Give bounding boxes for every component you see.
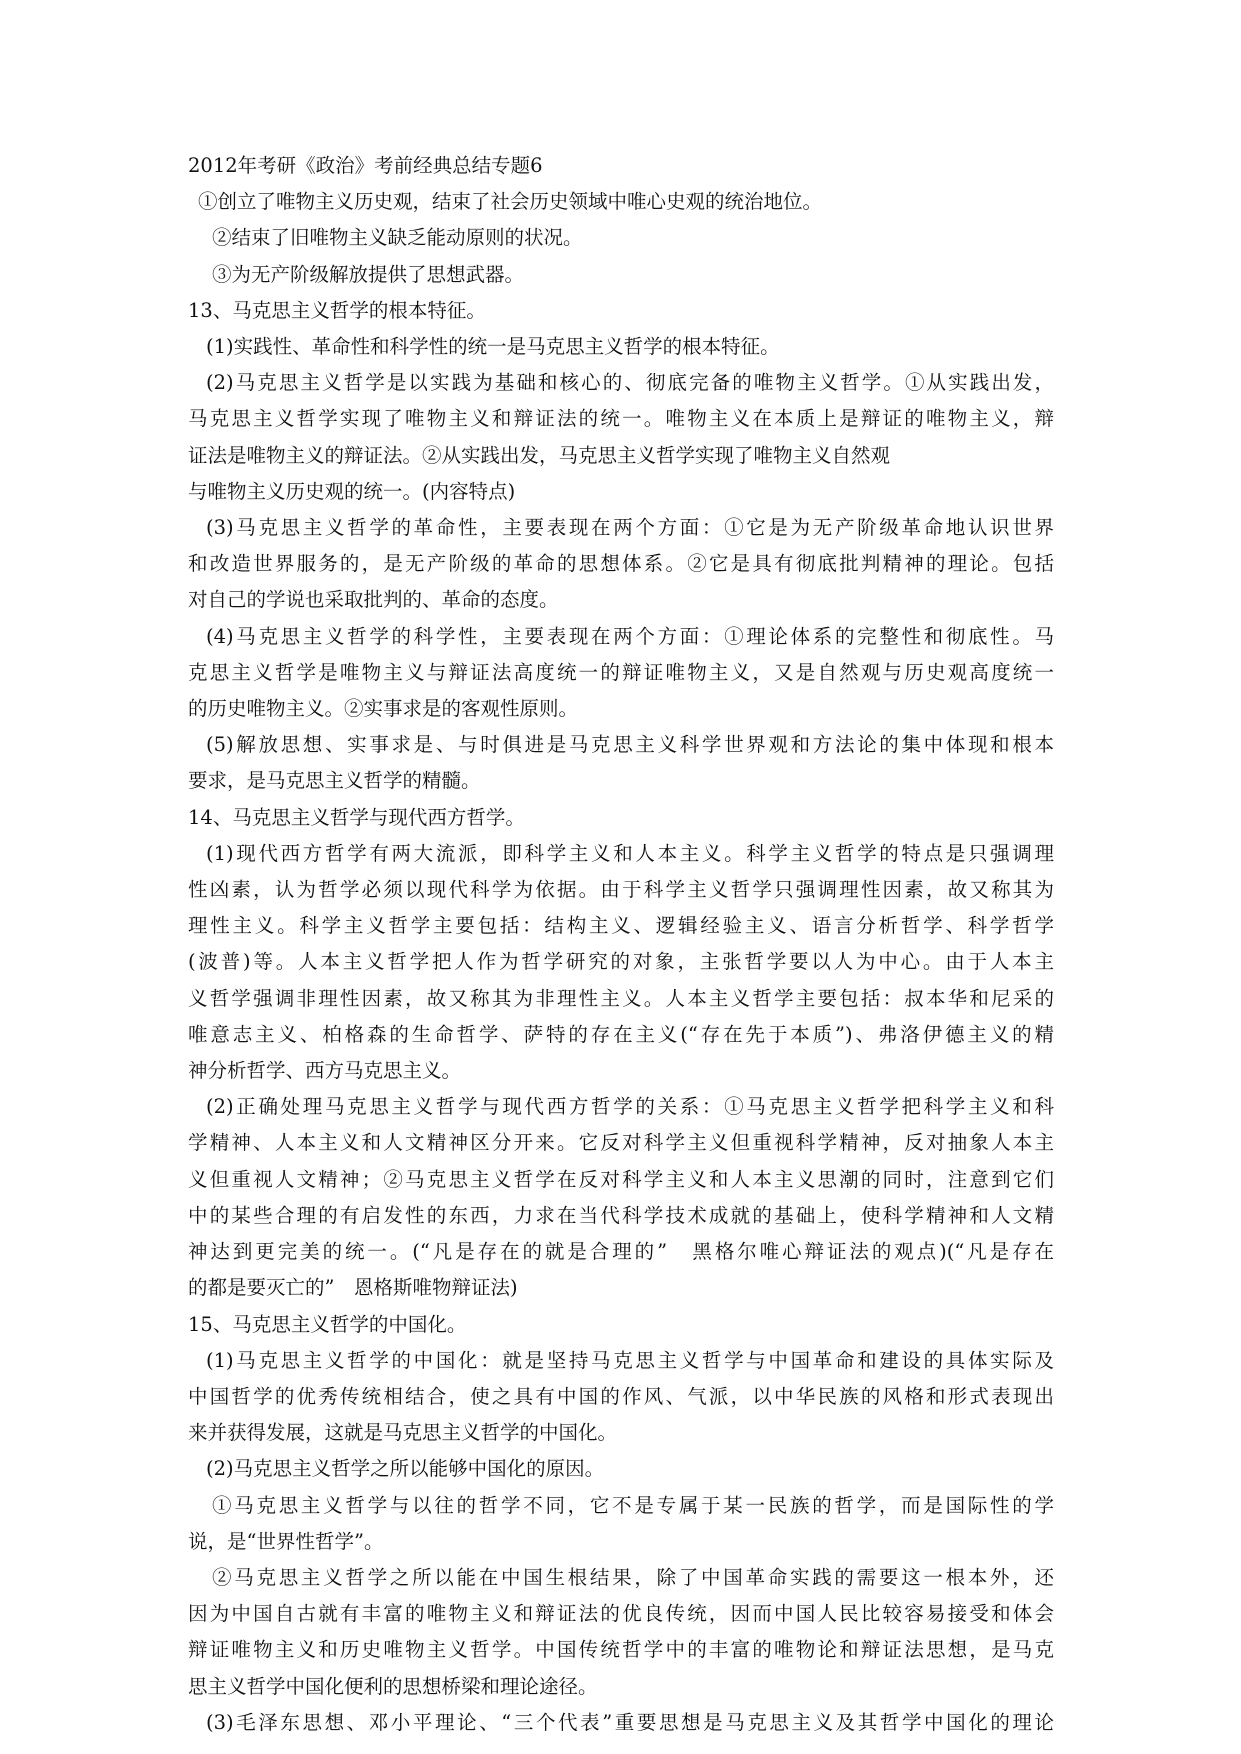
text-line: 的历史唯物主义。②实事求是的客观性原则。 bbox=[188, 697, 579, 721]
text-line: 与唯物主义历史观的统一。(内容特点) bbox=[188, 479, 516, 503]
text-line: 对自己的学说也采取批判的、革命的态度。 bbox=[188, 588, 559, 612]
text-line: (5)解放思想、实事求是、与时俱进是马克思主义科学世界观和方法论的集中体现和根本 bbox=[206, 733, 1054, 757]
text-line: 义哲学强调非理性因素，故又称其为非理性主义。人本主义哲学主要包括：叔本华和尼采的 bbox=[188, 986, 1054, 1010]
text-line: (1)实践性、革命性和科学性的统一是马克思主义哲学的根本特征。 bbox=[206, 335, 780, 359]
text-line: ③为无产阶级解放提供了思想武器。 bbox=[212, 262, 525, 286]
text-line: 性凶素，认为哲学必须以现代科学为依据。由于科学主义哲学只强调理性因素，故又称其为 bbox=[188, 878, 1054, 902]
text-line: 神分析哲学、西方马克思主义。 bbox=[188, 1059, 462, 1083]
text-line: 学精神、人本主义和人文精神区分开来。它反对科学主义但重视科学精神，反对抽象人本主 bbox=[188, 1131, 1054, 1155]
text-line: 中的某些合理的有启发性的东西，力求在当代科学技术成就的基础上，使科学精神和人文精 bbox=[188, 1203, 1054, 1227]
text-line: 唯意志主义、柏格森的生命哲学、萨特的存在主义(“存在先于本质”)、弗洛伊德主义的精 bbox=[188, 1022, 1054, 1046]
text-line: 辩证唯物主义和历史唯物主义哲学。中国传统哲学中的丰富的唯物论和辩证法思想，是马克 bbox=[188, 1638, 1054, 1662]
text-line: (2)马克思主义哲学之所以能够中国化的原因。 bbox=[206, 1457, 605, 1481]
text-line: 14、马克思主义哲学与现代西方哲学。 bbox=[188, 805, 525, 829]
text-line: (4)马克思主义哲学的科学性，主要表现在两个方面：①理论体系的完整性和彻底性。马 bbox=[206, 624, 1054, 648]
text-line: 和改造世界服务的，是无产阶级的革命的思想体系。②它是具有彻底批判精神的理论。包括 bbox=[188, 552, 1054, 576]
text-line: 义但重视人文精神；②马克思主义哲学在反对科学主义和人本主义思潮的同时，注意到它们 bbox=[188, 1167, 1054, 1191]
text-line: (1)现代西方哲学有两大流派，即科学主义和人本主义。科学主义哲学的特点是只强调理 bbox=[206, 841, 1054, 865]
text-line: 说，是“世界性哲学”。 bbox=[188, 1529, 384, 1553]
document-title: 2012年考研《政治》考前经典总结专题6 bbox=[188, 154, 543, 177]
text-line: (2)马克思主义哲学是以实践为基础和核心的、彻底完备的唯物主义哲学。①从实践出发， bbox=[206, 371, 1054, 395]
text-line: 理性主义。科学主义哲学主要包括：结构主义、逻辑经验主义、语言分析哲学、科学哲学 bbox=[188, 914, 1054, 938]
text-line: 证法是唯物主义的辩证法。②从实践出发，马克思主义哲学实现了唯物主义自然观 bbox=[188, 443, 891, 467]
text-line: ②马克思主义哲学之所以能在中国生根结果，除了中国革命实践的需要这一根本外，还 bbox=[212, 1565, 1054, 1589]
text-line: 中国哲学的优秀传统相结合，使之具有中国的作风、气派，以中华民族的风格和形式表现出 bbox=[188, 1384, 1054, 1408]
document-body bbox=[188, 184, 1054, 1741]
text-line: 15、马克思主义哲学的中国化。 bbox=[188, 1312, 467, 1336]
text-line: (1)马克思主义哲学的中国化：就是坚持马克思主义哲学与中国革命和建设的具体实际及 bbox=[206, 1348, 1054, 1372]
text-line: 13、马克思主义哲学的根本特征。 bbox=[188, 298, 486, 322]
text-line: 思主义哲学中国化便利的思想桥梁和理论途径。 bbox=[188, 1674, 598, 1698]
text-line: 马克思主义哲学实现了唯物主义和辩证法的统一。唯物主义在本质上是辩证的唯物主义，辩 bbox=[188, 407, 1054, 431]
text-line: 的都是要灭亡的” 恩格斯唯物辩证法) bbox=[188, 1276, 518, 1300]
text-line: 神达到更完美的统一。(“凡是存在的就是合理的” 黑格尔唯心辩证法的观点)(“凡是存在 bbox=[188, 1240, 1054, 1264]
text-line: 因为中国自古就有丰富的唯物主义和辩证法的优良传统，因而中国人民比较容易接受和体会 bbox=[188, 1602, 1054, 1626]
text-line: ①马克思主义哲学与以往的哲学不同，它不是专属于某一民族的哲学，而是国际性的学 bbox=[212, 1493, 1054, 1517]
text-line: (2)正确处理马克思主义哲学与现代西方哲学的关系：①马克思主义哲学把科学主义和科 bbox=[206, 1095, 1054, 1119]
text-line: ①创立了唯物主义历史观，结束了社会历史领域中唯心史观的统治地位。 bbox=[198, 190, 823, 214]
text-line: (3)马克思主义哲学的革命性，主要表现在两个方面：①它是为无产阶级革命地认识世界 bbox=[206, 516, 1054, 540]
text-line: (3)毛泽东思想、邓小平理论、“三个代表”重要思想是马克思主义及其哲学中国化的理论 bbox=[206, 1710, 1054, 1734]
document-page bbox=[188, 148, 1054, 1741]
text-line: 来并获得发展，这就是马克思主义哲学的中国化。 bbox=[188, 1421, 618, 1445]
text-line: ②结束了旧唯物主义缺乏能动原则的状况。 bbox=[212, 226, 583, 250]
text-line: 要求，是马克思主义哲学的精髓。 bbox=[188, 769, 481, 793]
text-line: 克思主义哲学是唯物主义与辩证法高度统一的辩证唯物主义，又是自然观与历史观高度统一 bbox=[188, 660, 1054, 684]
text-line: (波普)等。人本主义哲学把人作为哲学研究的对象，主张哲学要以人为中心。由于人本主 bbox=[188, 950, 1054, 974]
